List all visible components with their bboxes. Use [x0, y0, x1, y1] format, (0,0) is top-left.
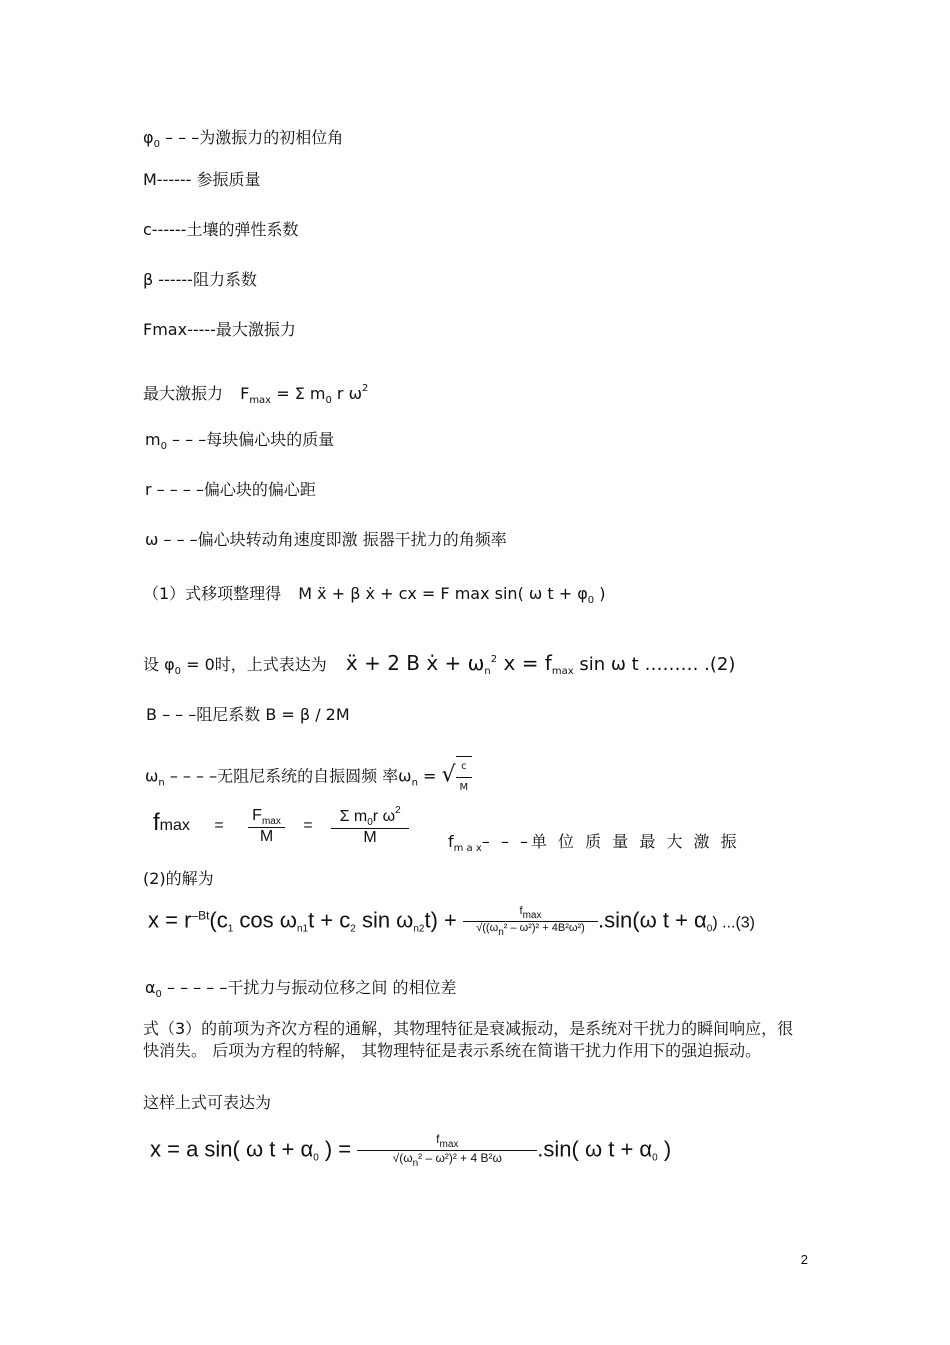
omega-n-den: M	[459, 782, 469, 793]
eq3-tail2: ) ...(3)	[712, 914, 756, 932]
omega-text: – – –偏心块转动角速度即激 振器干扰力的角频率	[158, 530, 507, 549]
eq1-formula: M ẍ + β ẋ + cx = F max sin( ω t + φ	[298, 584, 588, 603]
frac2-numb: r ω	[372, 808, 396, 825]
phi-symbol: φ	[143, 128, 154, 147]
B-text: B – – –阻尼系数 B =	[146, 705, 300, 724]
phi-sub: 0	[153, 139, 160, 150]
omega-n-text: – – – –无阻尼系统的自振圆频 率ω	[164, 766, 412, 786]
fmax-def	[153, 805, 409, 847]
eq3-exp: –Bt	[191, 908, 210, 923]
eq2-sup2: 2	[490, 654, 498, 665]
eq2-label2: = 0时，上式表达为	[181, 655, 327, 674]
eq3-n2: n2	[413, 923, 425, 935]
eq4-lhs: x = a sin( ω t + α	[150, 1136, 314, 1162]
eq4-mid: ) =	[318, 1136, 352, 1162]
fmax-desc	[448, 832, 740, 859]
max-force-sub2: 0	[325, 395, 332, 406]
def-alpha0	[145, 978, 456, 1005]
eq2-formula: ẍ + 2 B ẋ + ω	[345, 651, 485, 675]
eq3-frac-den-n: n	[498, 927, 504, 938]
explanation-paragraph-2: 这样上式可表达为	[143, 1093, 272, 1112]
m0-text: – – –每块偏心块的质量	[166, 430, 335, 449]
eq1-tail: )	[594, 584, 606, 603]
eq4-tailsub: 0	[652, 1152, 658, 1164]
fmax-desc-f: f	[448, 832, 454, 851]
eq4-frac-den-n: n	[412, 1158, 419, 1169]
def-M: M------ 参振质量	[143, 170, 261, 189]
eq4	[150, 1132, 671, 1169]
eq3-n1: n1	[296, 923, 309, 935]
eq3-frac-num: f	[519, 905, 523, 917]
omega-n-sub: n	[158, 777, 165, 789]
eq3-frac	[463, 905, 598, 938]
eq3-c1sub: 1	[227, 923, 234, 935]
frac2-numsub: 0	[367, 817, 373, 828]
eq2-sub3: max	[551, 666, 574, 677]
max-force-label: 最大激振力	[143, 384, 224, 403]
omega-sym: ω	[145, 530, 159, 549]
eq2-line	[143, 650, 735, 682]
def-r: r – – – –偏心块的偏心距	[145, 480, 316, 499]
alpha-sub: 0	[155, 989, 162, 1000]
fmax-frac2	[331, 805, 409, 847]
frac2-numsup: 2	[395, 805, 401, 816]
omega-n-frac	[456, 756, 473, 798]
solution-label: (2)的解为	[143, 869, 214, 888]
eq1-label: （1）式移项整理得	[143, 584, 282, 603]
def-fmax: Fmax-----最大激振力	[143, 320, 296, 339]
eq2-sub2: n	[484, 666, 491, 677]
eq3-tail: .sin(ω t + α	[598, 907, 707, 933]
omega-n-eq: =	[417, 766, 442, 786]
eq2-sub: 0	[174, 666, 182, 677]
sqrt-sign-icon: √	[441, 762, 456, 788]
m0-sub: 0	[160, 441, 167, 452]
max-force-sup: 2	[362, 383, 369, 394]
eq3-tailsub: 0	[706, 923, 713, 935]
eq4-frac	[357, 1132, 537, 1169]
eq3-t1: t + c	[308, 907, 351, 933]
eq3-cos: cos ω	[233, 907, 297, 933]
eq1-line	[143, 584, 605, 611]
max-force-sub: max	[249, 395, 272, 406]
frac1-num: F	[252, 806, 262, 824]
eq4-frac-num: f	[436, 1132, 440, 1146]
def-m0	[145, 430, 334, 457]
omega-n-sub2: n	[411, 777, 418, 789]
m0-sym: m	[145, 430, 161, 449]
B-sym: β	[299, 705, 311, 724]
page-number: 2	[800, 1252, 808, 1267]
phi0-text: – – –为激振力的初相位角	[165, 128, 344, 147]
max-force-rest: = Σ m	[271, 384, 326, 403]
def-beta: β ------阻力系数	[143, 270, 257, 289]
eq3-frac-den-rest: ² – ω²)² + 4B²ω²)	[503, 922, 585, 934]
frac1-den: M	[259, 827, 274, 845]
B-tail: / 2M	[310, 705, 350, 724]
eq3-sin: sin ω	[355, 907, 414, 933]
def-omega-n	[145, 756, 472, 798]
eq2-formula2: x = f	[497, 651, 552, 675]
eq3	[148, 905, 755, 938]
alpha-sym: α	[145, 978, 156, 997]
def-B	[146, 705, 350, 725]
alpha0-text: – – – – –干扰力与振动位移之间 的相位差	[161, 978, 457, 997]
fmax-sub: max	[159, 817, 190, 835]
frac1-numsub: max	[261, 815, 281, 827]
max-force-line	[143, 379, 368, 411]
eq4-tail: .sin( ω t + α	[537, 1136, 653, 1162]
eq3-frac-numsub: max	[522, 910, 542, 921]
eq3-t2: t) +	[424, 907, 457, 933]
fmax-desc-sub: m a x	[453, 843, 482, 854]
eq4-frac-den-rest: ² – ω²)² + 4 B²ω	[418, 1151, 502, 1165]
frac2-num: Σ m	[339, 808, 368, 825]
fmax-f: f	[153, 809, 160, 837]
eq3-frac-den: √((ω	[476, 922, 499, 934]
eq4-frac-den: √(ω	[392, 1151, 413, 1165]
max-force-F: F	[240, 384, 250, 403]
fmax-desc-text: – – –单 位 质 量 最 大 激 振	[481, 832, 740, 851]
eq2-formula3: sin ω t ……… .(2)	[573, 654, 736, 675]
omega-n-num: c	[456, 757, 473, 778]
frac2-den: M	[363, 829, 377, 846]
eq4-frac-numsub: max	[439, 1139, 459, 1150]
def-c: c------土壤的弹性系数	[143, 220, 299, 239]
eq4-sub: 0	[313, 1152, 319, 1164]
def-phi0	[143, 128, 343, 155]
def-omega	[145, 530, 507, 550]
eq2-label: 设 φ	[143, 655, 175, 674]
fmax-eq: =	[214, 817, 224, 835]
fmax-eq2: =	[303, 817, 313, 835]
eq3-c2sub: 2	[350, 923, 356, 935]
explanation-paragraph: 式（3）的前项为齐次方程的通解，其物理特征是衰减振动，是系统对干扰力的瞬间响应，很快消失。 后项为方程的特解， 其物理特征是表示系统在简谐干扰力作用下的强迫振动。	[143, 1019, 794, 1060]
eq3-lhs: x = r	[148, 907, 192, 933]
max-force-rest2: r ω	[331, 384, 362, 403]
eq1-sub: 0	[587, 595, 595, 606]
omega-n-sym: ω	[145, 766, 159, 786]
fmax-frac1	[248, 807, 285, 846]
eq4-tail2: )	[657, 1136, 672, 1162]
eq3-body: (c	[209, 907, 228, 933]
